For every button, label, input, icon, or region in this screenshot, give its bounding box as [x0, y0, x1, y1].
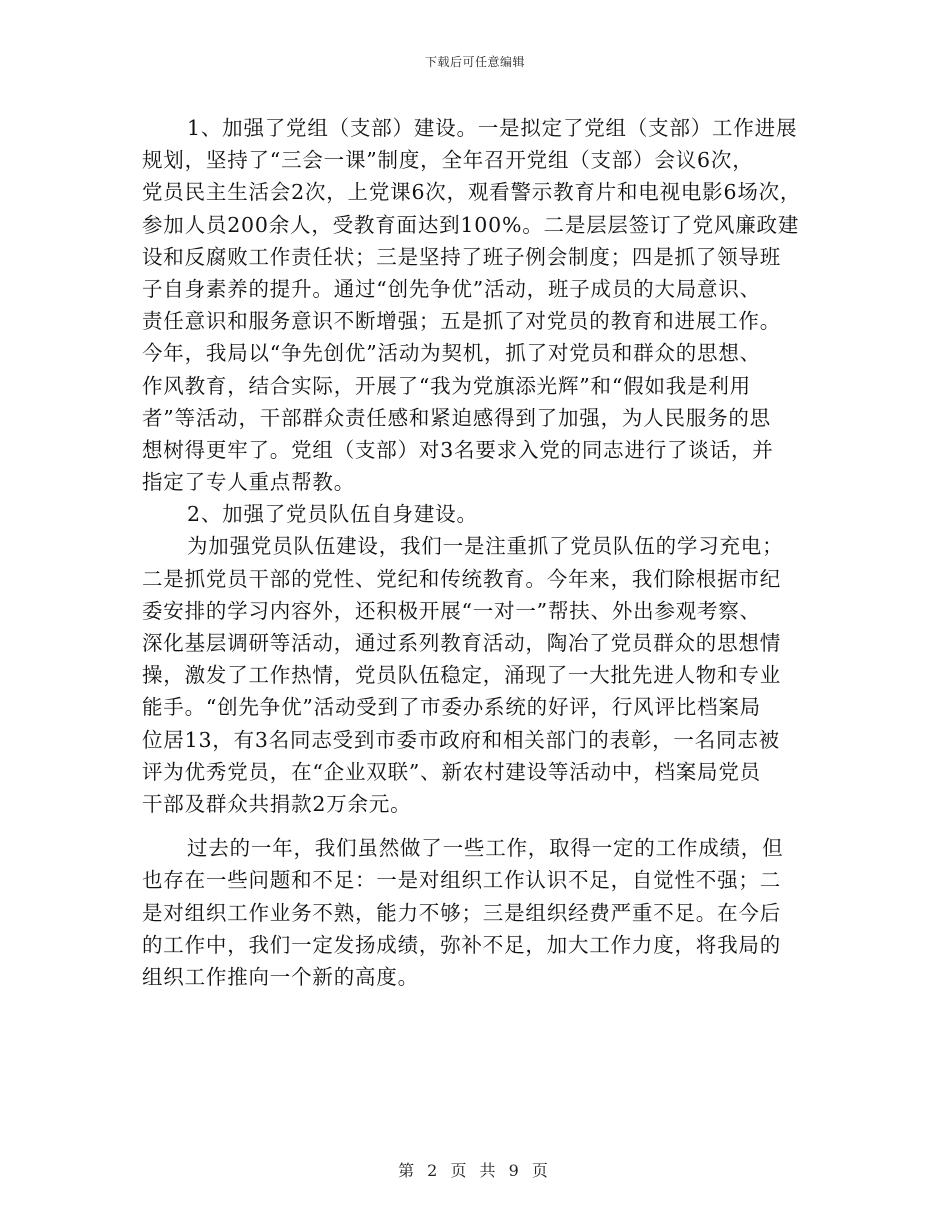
text-line: 是对组织工作业务不熟，能力不够；三是组织经费严重不足。在今后 — [142, 900, 781, 925]
paragraph — [142, 112, 832, 498]
page-number: 第 2 页 共 9 页 — [398, 1161, 552, 1180]
text-line: 也存在一些问题和不足：一是对组织工作认识不足，自觉性不强；二 — [142, 868, 781, 893]
paragraph-gap — [142, 820, 832, 832]
text-line: 二是抓党员干部的党性、党纪和传统教育。今年来，我们除根据市纪 — [142, 566, 781, 591]
text-line: 想树得更牢了。党组（支部）对3名要求入党的同志进行了谈话，并 — [142, 437, 774, 462]
text-line: 责任意识和服务意识不断增强；五是抓了对党员的教育和进展工作。 — [142, 309, 781, 334]
text-line: 今年，我局以“争先创优”活动为契机，抓了对党员和群众的思想、 — [142, 341, 761, 366]
paragraph — [142, 530, 832, 820]
text-line: 党员民主生活会2次，上党课6次，观看警示教育片和电视电影6场次， — [142, 180, 802, 205]
page-header: 下载后可任意编辑 — [424, 55, 525, 69]
text-line: 参加人员200余人，受教育面达到100%。二是层层签订了党风廉政建 — [142, 212, 800, 237]
text-line: 深化基层调研等活动，通过系列教育活动，陶冶了党员群众的思想情 — [142, 631, 781, 655]
text-line: 设和反腐败工作责任状；三是坚持了班子例会制度；四是抓了领导班 — [142, 244, 781, 269]
paragraph — [142, 832, 832, 993]
paragraph — [142, 498, 832, 530]
text-line: 2、加强了党员队伍自身建设。 — [187, 502, 478, 527]
text-line: 1、加强了党组（支部）建设。一是拟定了党组（支部）工作进展 — [187, 116, 798, 140]
text-line: 操，激发了工作热情，党员队伍稳定，涌现了一大批先进人物和专业 — [142, 663, 781, 688]
text-line: 为加强党员队伍建设，我们一是注重抓了党员队伍的学习充电； — [187, 534, 784, 559]
text-line: 指定了专人重点帮教。 — [142, 470, 355, 495]
text-line: 规划，坚持了“三会一课”制度，全年召开党组（支部）会议6次， — [142, 148, 754, 173]
text-line: 作风教育，结合实际，开展了“我为党旗添光辉”和“假如我是利用 — [142, 373, 751, 398]
text-line: 位居13，有3名同志受到市委市政府和相关部门的表彰，一名同志被 — [142, 727, 780, 752]
text-line: 过去的一年，我们虽然做了一些工作，取得一定的工作成绩，但 — [187, 836, 784, 861]
text-line: 的工作中，我们一定发扬成绩，弥补不足，加大工作力度，将我局的 — [142, 932, 781, 957]
text-line: 干部及群众共捐款2万余元。 — [142, 791, 412, 816]
text-line: 者”等活动，干部群众责任感和紧迫感得到了加强，为人民服务的思 — [142, 405, 771, 430]
text-line: 组织工作推向一个新的高度。 — [142, 964, 419, 989]
text-line: 评为优秀党员，在“企业双联”、新农村建设等活动中，档案局党员 — [142, 759, 761, 784]
text-line: 委安排的学习内容外，还积极开展“一对一”帮扶、外出参观考察、 — [142, 598, 761, 623]
text-line: 能手。“创先争优”活动受到了市委办系统的好评，行风评比档案局 — [142, 695, 761, 720]
document-body — [142, 112, 832, 993]
text-line: 子自身素养的提升。通过“创先争优”活动，班子成员的大局意识、 — [142, 276, 761, 301]
